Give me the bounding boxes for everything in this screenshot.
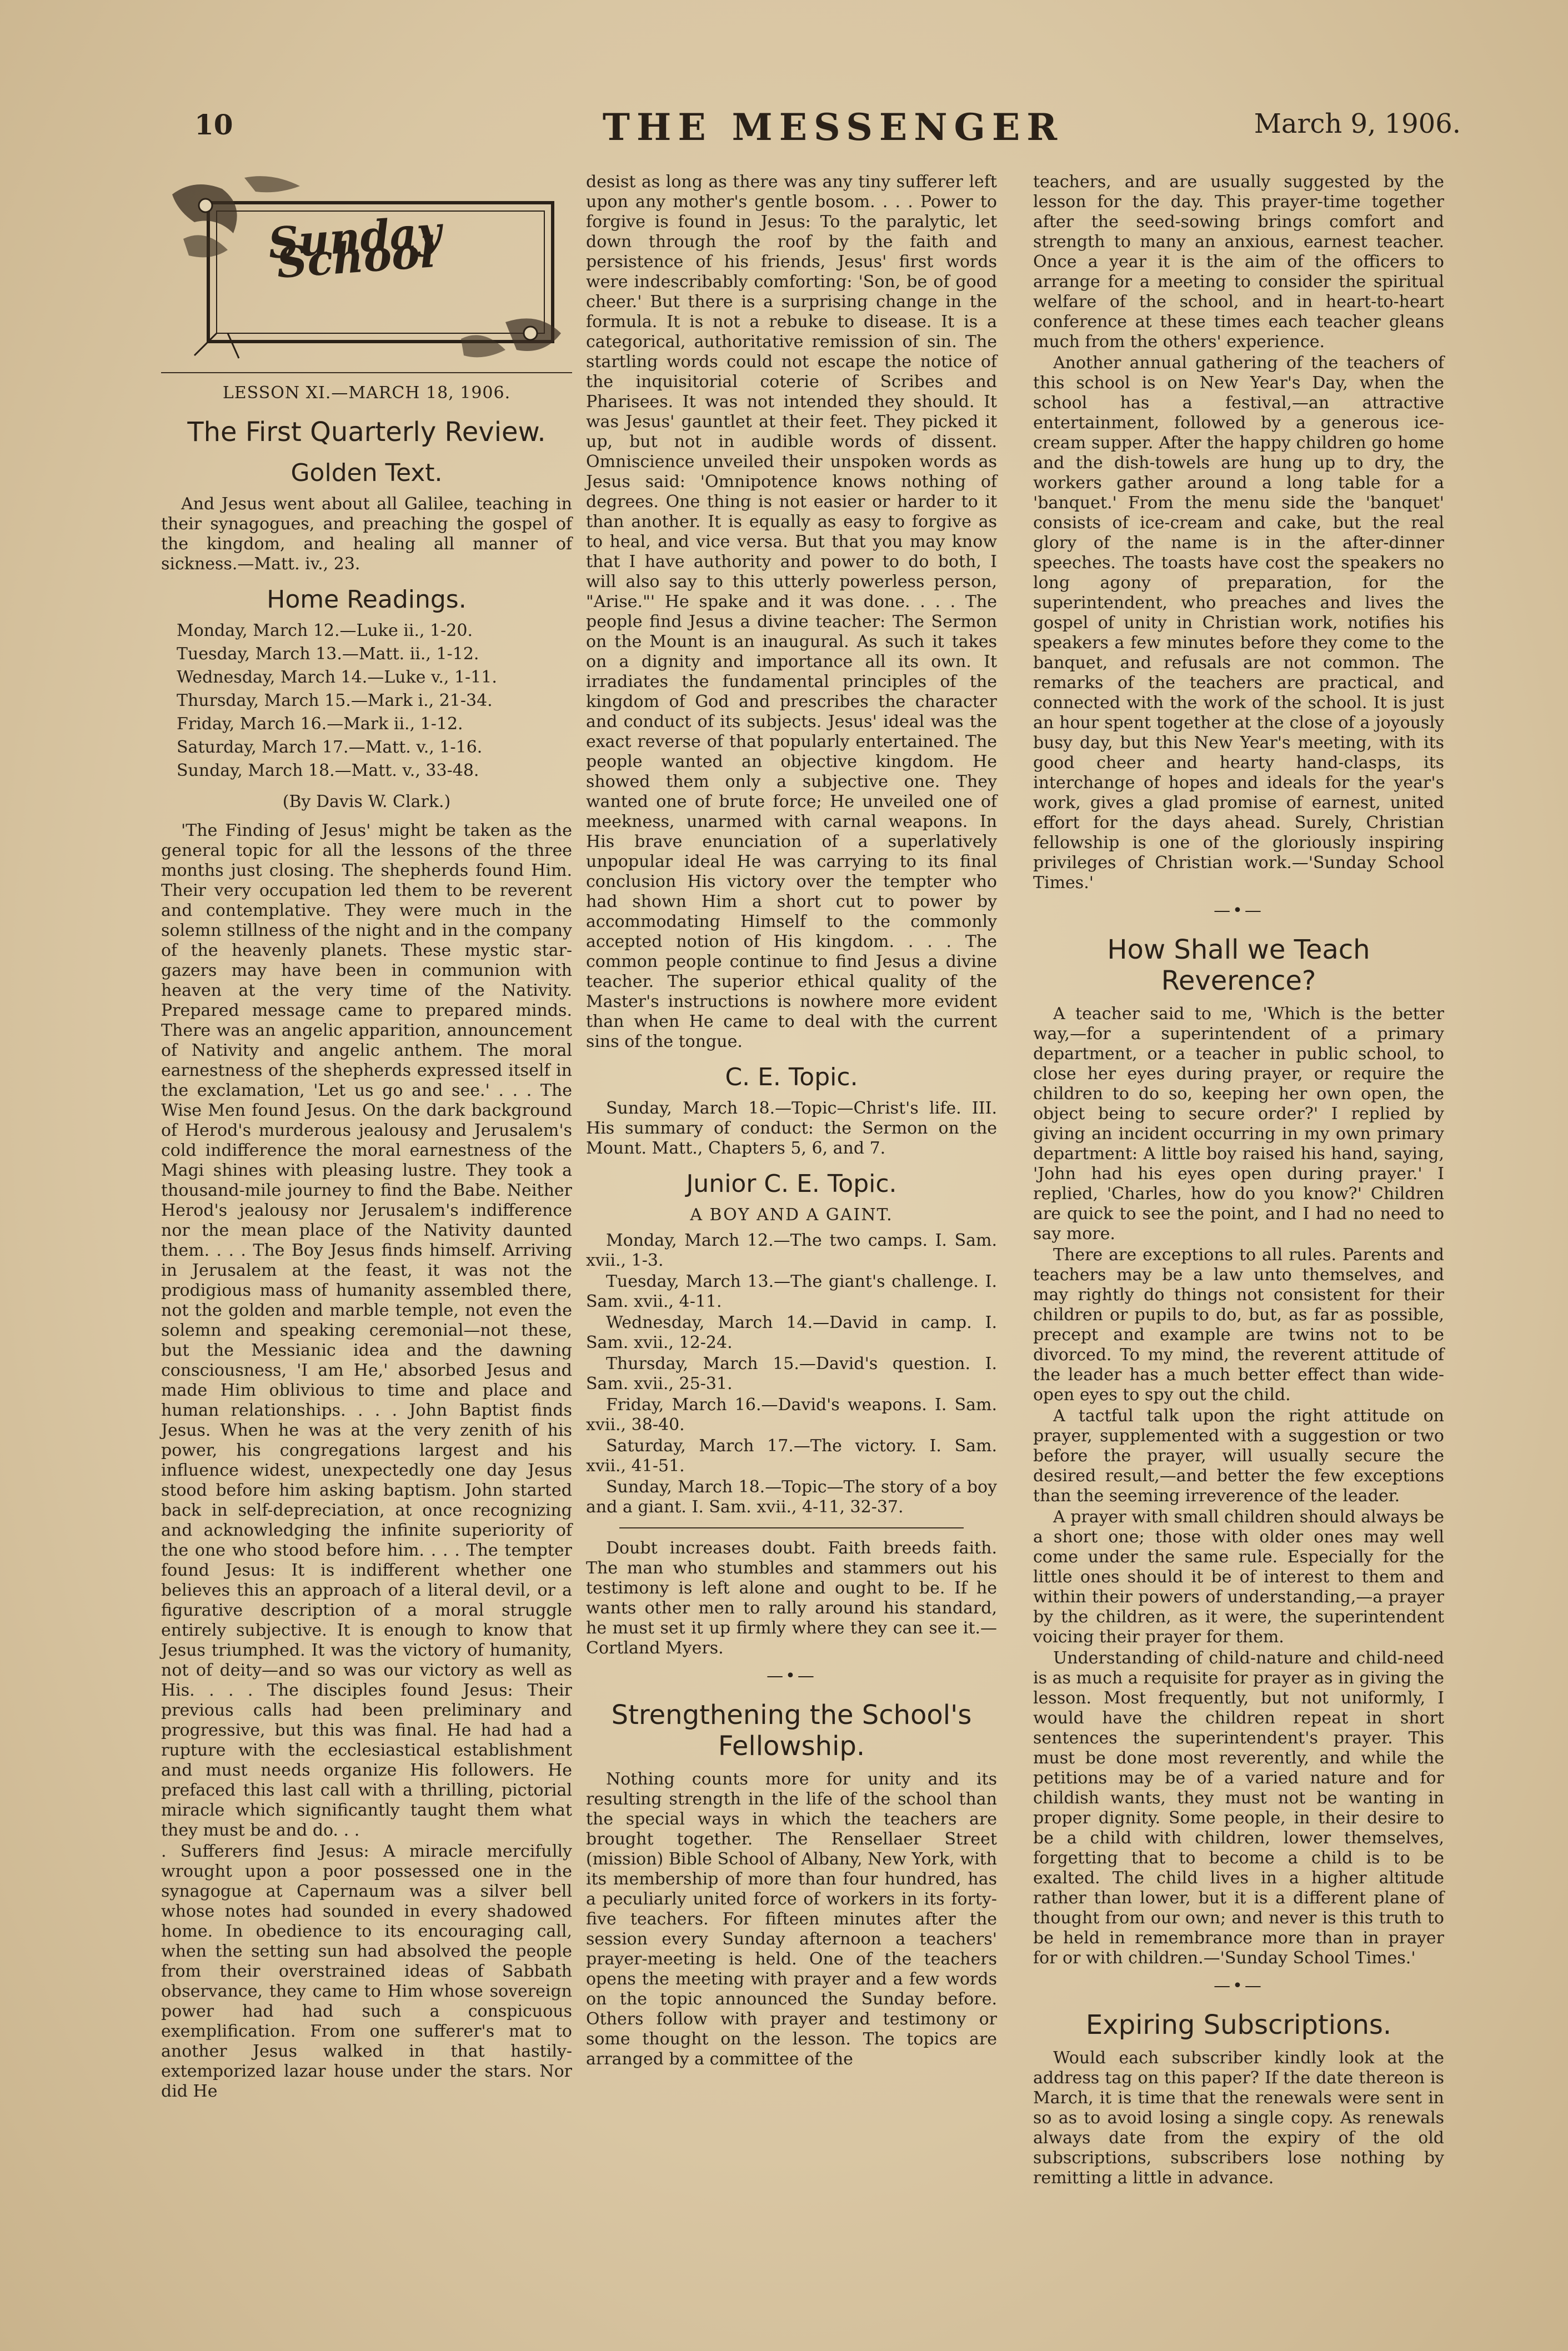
reading-item: Tuesday, March 13.—Matt. ii., 1-12. bbox=[177, 644, 479, 664]
article-paragraph: Another annual gathering of the teachers of this school is on New Year's Day, when the school has a festival,—an attractive entertainment, followed by a generous ice-cream supper. After the happy children go home and the dish-towels are hung up to dry, the workers gather around a long table for a 'banquet.' From the menu side the 'banquet' consists of ice-cream and cake, but the real glory of the name is in the after-dinner speeches. The toasts have cost the speakers no long agony of preparation, for the superintendent, who preaches and lives the gospel of unity in Christian work, notifies his speakers a few minutes before they come to the banquet, and refusals are not common. The remarks of the teachers are practical, and connected with the work of the school. It is just an hour spent together at the close of a joyously busy day, but this New Year's meeting, with its good cheer and hearty hand-clasps, its interchange of hopes and ideals for the year's work, gives a glad promise of earnest, united effort for the days ahead. Surely, Christian fellowship is one of the gloriously inspiring privileges of Christian work.—'Sunday School Times.' bbox=[1033, 353, 1444, 893]
article-paragraph: There are exceptions to all rules. Parents and teachers may be a law unto themselves, and may rightly do things not consistent for their children or pupils to do, but, as far as possible, precept and example are twins not to be divorced. To my mind, the reverent attitude of the leader has a much better effect than wide-open eyes to spy out the child. bbox=[1033, 1245, 1444, 1405]
article-paragraph: 'The Finding of Jesus' might be taken as the general topic for all the lessons of the three months just closing. The shepherds found Him. Their very occupation led them to be reverent and contemplative. They were much in the solemn stillness of the night and in the company of the heavenly planets. These mystic star-gazers may have been in communion with heaven at the very time of the Nativity. Prepared message came to prepared minds. There was an angelic apparition, announcement of Nativity and angelic anthem. The moral earnestness of the shepherds expressed itself in the exclamation, 'Let us go and see.' . . . The Wise Men found Jesus. On the dark background of Herod's murderous jealousy and Jerusalem's cold indifference the moral earnestness of the Magi shines with pleasing lustre. They took a thousand-mile journey to find the Babe. Neither Herod's jealousy nor Jerusalem's indifference nor the mean place of the Nativity daunted them. . . . The Boy Jesus finds himself. Arriving in Jerusalem at the feast, it was not the prodigious mass of humanity assembled there, not the golden and marble temple, not even the solemn and speaking ceremonial—not these, but the Messianic idea and the dawning consciousness, 'I am He,' absorbed Jesus and made Him oblivious to time and place and human relationships. . . . John Baptist finds Jesus. When he was at the very zenith of his power, his congregations largest and his influence widest, unexpectedly one day Jesus stood before him asking baptism. John started back in self-depreciation, at once recognizing and acknowledging the infinite superiority of the one who stood before him. . . . The tempter found Jesus: It is indifferent whether one believes this an approach of a literal devil, or a figurative description of a moral struggle entirely subjective. It is enough to know that Jesus triumphed. It was the victory of humanity, not of deity—and so was our victory as well as His. . . . The disciples found Jesus: Their previous calls had been preliminary and progressive, but this was final. He had had a rupture with the ecclesiastical establishment and must needs organize His followers. He prefaced this last call with a thrilling, pictorial miracle which significantly taught them what they must be and do. . . bbox=[161, 821, 572, 1840]
newspaper-title: THE MESSENGER bbox=[602, 106, 1064, 149]
reading-item: Thursday, March 15.—Mark i., 21-34. bbox=[177, 691, 493, 710]
article-paragraph: Understanding of child-nature and child-need is as much a requisite for prayer as in giving the lesson. Most frequently, but not uniformly, I would have the children repeat in short sentences the superintendent's prayer. This must be done most reverently, and while the petitions may be of a varied nature and for childish wants, they must not be wanting in proper dignity. Some people, in their desire to be a child with children, lower themselves, forgetting that to become a child is to be exalted. The child lives in a higher altitude rather than lower, but it is a different plane of thought from our own; and never is this truth to be held in remembrance more than in prayer for or with children.—'Sunday School Times.' bbox=[1033, 1648, 1444, 1968]
page-number: 10 bbox=[194, 108, 233, 141]
junior-topic-item: Sunday, March 18.—Topic—The story of a boy and a giant. I. Sam. xvii., 4-11, 32-37. bbox=[586, 1477, 997, 1517]
article-paragraph: . Sufferers find Jesus: A miracle mercifully wrought upon a poor possessed one in the synagogue at Capernaum was a silver bell whose notes had sounded in every shadowed home. In obedience to its encouraging call, when the setting sun had absolved the people from their overstrained ideas of Sabbath observance, they came to Him whose sovereign power had had such a conspicuous exemplification. From one sufferer's mat to another Jesus walked in that hastily-extemporized lazar house under the stars. Nor did He bbox=[161, 1842, 572, 2101]
column-3 bbox=[1033, 172, 1444, 2189]
quote-paragraph: Doubt increases doubt. Faith breeds faith. The man who stumbles and stammers out his testimony is left alone and ought to be. If he wants other men to rally around his standard, he must set it up firmly where they can see it.—Cortland Myers. bbox=[586, 1538, 997, 1658]
article-paragraph: A prayer with small children should always be a short one; those with older ones may well come under the same rule. Especially for the little ones should it be of interest to them and within their powers of understanding,—a prayer by the children, as it were, the superintendent voicing their prayer for them. bbox=[1033, 1507, 1444, 1647]
ce-topic-text: Sunday, March 18.—Topic—Christ's life. III. His summary of conduct: the Sermon on the Mount. Matt., Chapters 5, 6, and 7. bbox=[586, 1099, 997, 1158]
reading-item: Wednesday, March 14.—Luke v., 1-11. bbox=[177, 668, 497, 687]
junior-topic-item: Monday, March 12.—The two camps. I. Sam. xvii., 1-3. bbox=[586, 1231, 997, 1270]
reading-item: Friday, March 16.—Mark ii., 1-12. bbox=[177, 714, 463, 734]
article-paragraph: Nothing counts more for unity and its resulting strength in the life of the school than the special ways in which the teachers are brought together. The Rensellaer Street (mission) Bible School of Albany, New York, with its membership of more than four hundred, has a peculiarly united force of workers in its forty-five teachers. For fifteen minutes after the session every Sunday afternoon a teachers' prayer-meeting is held. One of the teachers opens the meeting with prayer and a few words on the topic announced the Sunday before. Others follow with prayer and testimony or some thought on the lesson. The topics are arranged by a committee of the bbox=[586, 1769, 997, 2069]
home-readings-list bbox=[161, 621, 572, 781]
golden-text: And Jesus went about all Galilee, teaching in their synagogues, and preaching the gospel of the kingdom, and healing all manner of sickness.—Matt. iv., 23. bbox=[161, 494, 572, 574]
expiring-heading: Expiring Subscriptions. bbox=[1085, 2009, 1392, 2041]
reading-item: Monday, March 12.—Luke ii., 1-20. bbox=[177, 621, 473, 640]
ornament-divider: —•— bbox=[1214, 901, 1264, 920]
junior-ce-subheading: A BOY AND A GAINT. bbox=[690, 1205, 893, 1225]
ce-topic-heading: C. E. Topic. bbox=[725, 1063, 858, 1091]
golden-text-heading: Golden Text. bbox=[290, 459, 443, 487]
emblem-text: Sunday School bbox=[267, 207, 443, 288]
article-paragraph: teachers, and are usually suggested by the lesson for the day. This prayer-time together after the seed-sowing brings comfort and strength to many an anxious, earnest teacher. Once a year it is the aim of the officers to arrange for a meeting to consider the spiritual welfare of the school, and in heart-to-heart conference at these times each teacher gleans much from the others' experience. bbox=[1033, 172, 1444, 352]
ornament-divider: —•— bbox=[767, 1666, 816, 1686]
article-paragraph: A teacher said to me, 'Which is the better way,—for a superintendent of a primary department, or a teacher in public school, to close her eyes during prayer, or require the children to do so, keeping her own open, the object being to secure order?' I replied by giving an incident occurring in my own primary department: A little boy raised his hand, saying, 'John had his eyes open during prayer.' I replied, 'Charles, how do you know?' Children are quick to see the point, and I had no need to say more. bbox=[1033, 1004, 1444, 1244]
masthead bbox=[167, 108, 1461, 153]
section-rule bbox=[619, 1527, 964, 1528]
reverence-heading: How Shall we Teach Reverence? bbox=[1107, 934, 1370, 996]
article-paragraph: Would each subscriber kindly look at the address tag on this paper? If the date thereon is March, it is time that the renewals were sent in so as to avoid losing a single copy. As renewals always date from the expiry of the old subscriptions, subscribers lose nothing by remitting a little in advance. bbox=[1033, 2048, 1444, 2188]
byline: (By Davis W. Clark.) bbox=[282, 792, 451, 811]
junior-topic-item: Tuesday, March 13.—The giant's challenge. I. Sam. xvii., 4-11. bbox=[586, 1272, 997, 1311]
issue-date: March 9, 1906. bbox=[1254, 108, 1461, 139]
article-paragraph: A tactful talk upon the right attitude on prayer, supplemented with a suggestion or two before the prayer, will usually secure the desired result,—and better the few exceptions than the seeming irreverence of the leader. bbox=[1033, 1406, 1444, 1506]
junior-topic-item: Friday, March 16.—David's weapons. I. Sam. xvii., 38-40. bbox=[586, 1395, 997, 1435]
junior-ce-heading: Junior C. E. Topic. bbox=[686, 1170, 897, 1198]
article-paragraph: desist as long as there was any tiny sufferer left upon any mother's gentle bosom. . . . Power to forgive is found in Jesus: To the paralytic, let down through the roof by the faith and persistence of his friends, Jesus' first words were indescribably comforting: 'Son, be of good cheer.' But there is a surprising change in the formula. It is not a rebuke to disease. It is a categorical, authoritative remission of sin. The startling words could not escape the notice of the inquisitorial coterie of Scribes and Pharisees. It was not intended they should. It was Jesus' gauntlet at their feet. They picked it up, but not in audible words of dissent. Omniscience unveiled their unspoken words as Jesus said: 'Omnipotence knows nothing of degrees. One thing is not easier or harder to it than another. It is equally as easy to forgive as to heal, and vice versa. But that you may know that I have authority and power to do both, I will also say to this utterly powerless person, "Arise."' He spake and it was done. . . . The people find Jesus a divine teacher: The Sermon on the Mount is an inaugural. As such it takes on a dignity and importance all its own. It irradiates the fundamental principles of the kingdom of God and prescribes the character and conduct of its subjects. Jesus' ideal was the exact reverse of that popularly entertained. The people wanted an objective kingdom. He showed them only a subjective one. They wanted one of brute force; He unveiled one of meekness, unarmed with carnal weapons. In His brave enunciation of a superlatively unpopular ideal He was carrying to its final conclusion His victory over the tempter who had shown Him a short cut to power by accommodating Himself to the commonly accepted notion of His kingdom. . . . The common people continue to find Jesus a divine teacher. The superior ethical quality of the Master's instructions is nowhere more evident than when He came to deal with the current sins of the tongue. bbox=[586, 172, 997, 1051]
reading-item: Sunday, March 18.—Matt. v., 33-48. bbox=[177, 761, 479, 780]
ornament-divider: —•— bbox=[1214, 1976, 1264, 1996]
reading-item: Saturday, March 17.—Matt. v., 1-16. bbox=[177, 738, 483, 757]
home-readings-heading: Home Readings. bbox=[267, 585, 467, 614]
sunday-school-emblem bbox=[161, 172, 572, 373]
column-1 bbox=[161, 172, 572, 2103]
lesson-title: The First Quarterly Review. bbox=[187, 417, 546, 448]
junior-topic-item: Thursday, March 15.—David's question. I. Sam. xvii., 25-31. bbox=[586, 1354, 997, 1393]
fellowship-heading: Strengthening the School's Fellowship. bbox=[611, 1700, 972, 1762]
lesson-label: LESSON XI.—MARCH 18, 1906. bbox=[222, 383, 511, 403]
junior-topic-item: Saturday, March 17.—The victory. I. Sam. xvii., 41-51. bbox=[586, 1436, 997, 1476]
column-2 bbox=[586, 172, 997, 2071]
junior-topic-item: Wednesday, March 14.—David in camp. I. Sam. xvii., 12-24. bbox=[586, 1313, 997, 1352]
